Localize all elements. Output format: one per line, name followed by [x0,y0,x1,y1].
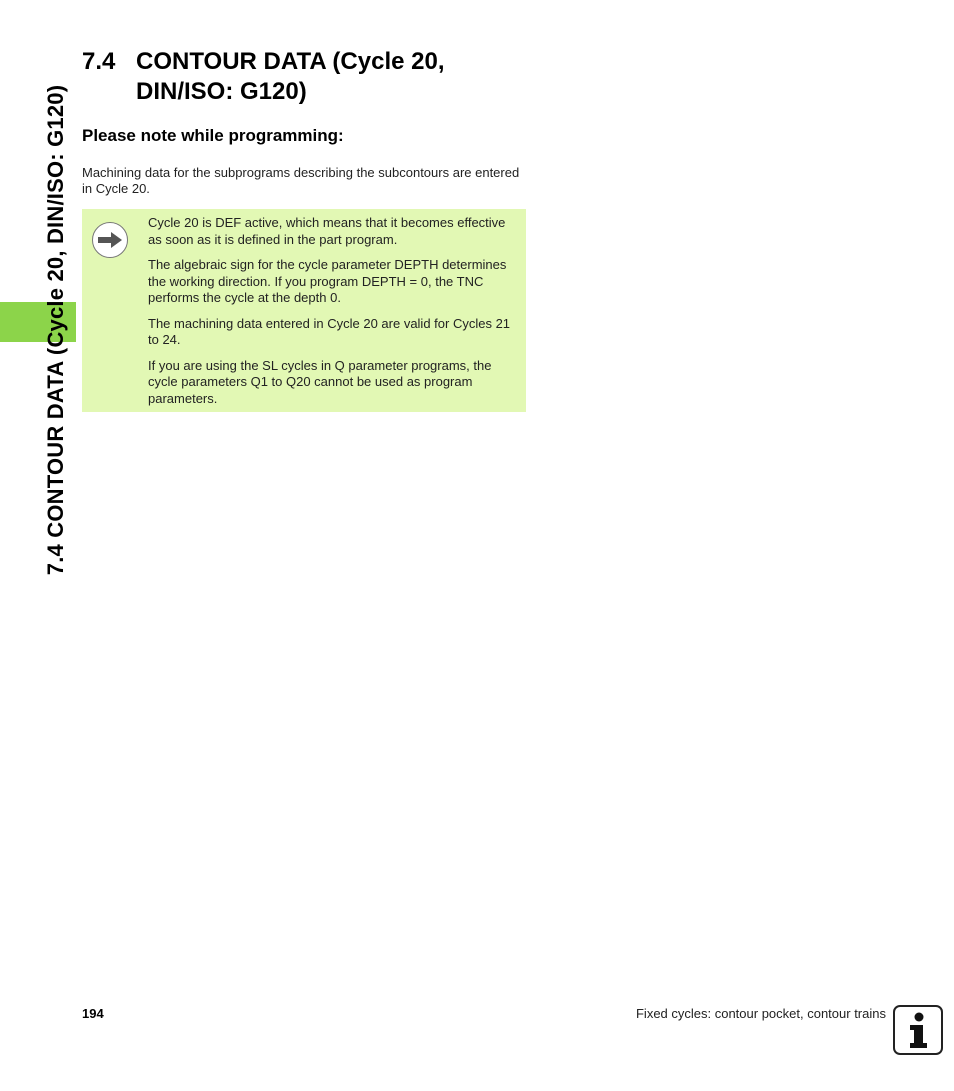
page-number: 194 [82,1006,104,1021]
side-chapter-title: 7.4 CONTOUR DATA (Cycle 20, DIN/ISO: G120) [43,84,68,576]
arrow-right-icon [92,222,128,258]
section-number: 7.4 [82,48,116,75]
intro-paragraph: Machining data for the subprograms describing the subcontours are entered in Cycle 20. [82,165,520,196]
note-box [82,209,526,412]
note-paragraph: The algebraic sign for the cycle parameter DEPTH determines the working direction. If you program DEPTH = 0, the TNC performs the cycle at the depth 0. [148,257,507,305]
footer-chapter-title: Fixed cycles: contour pocket, contour trains [635,1006,886,1021]
note-paragraph: If you are using the SL cycles in Q parameter programs, the cycle parameters Q1 to Q20 cannot be used as program parameters. [148,357,492,406]
subheading: Please note while programming: [82,126,344,145]
note-paragraph: The machining data entered in Cycle 20 are valid for Cycles 21 to 24. [148,315,511,347]
section-title: CONTOUR DATA (Cycle 20, DIN/ISO: G120) [136,48,445,105]
note-text [148,215,518,416]
page-title [82,47,532,107]
info-icon [893,1005,943,1055]
note-paragraph: Cycle 20 is DEF active, which means that it becomes effective as soon as it is defined in the part program. [148,215,506,247]
